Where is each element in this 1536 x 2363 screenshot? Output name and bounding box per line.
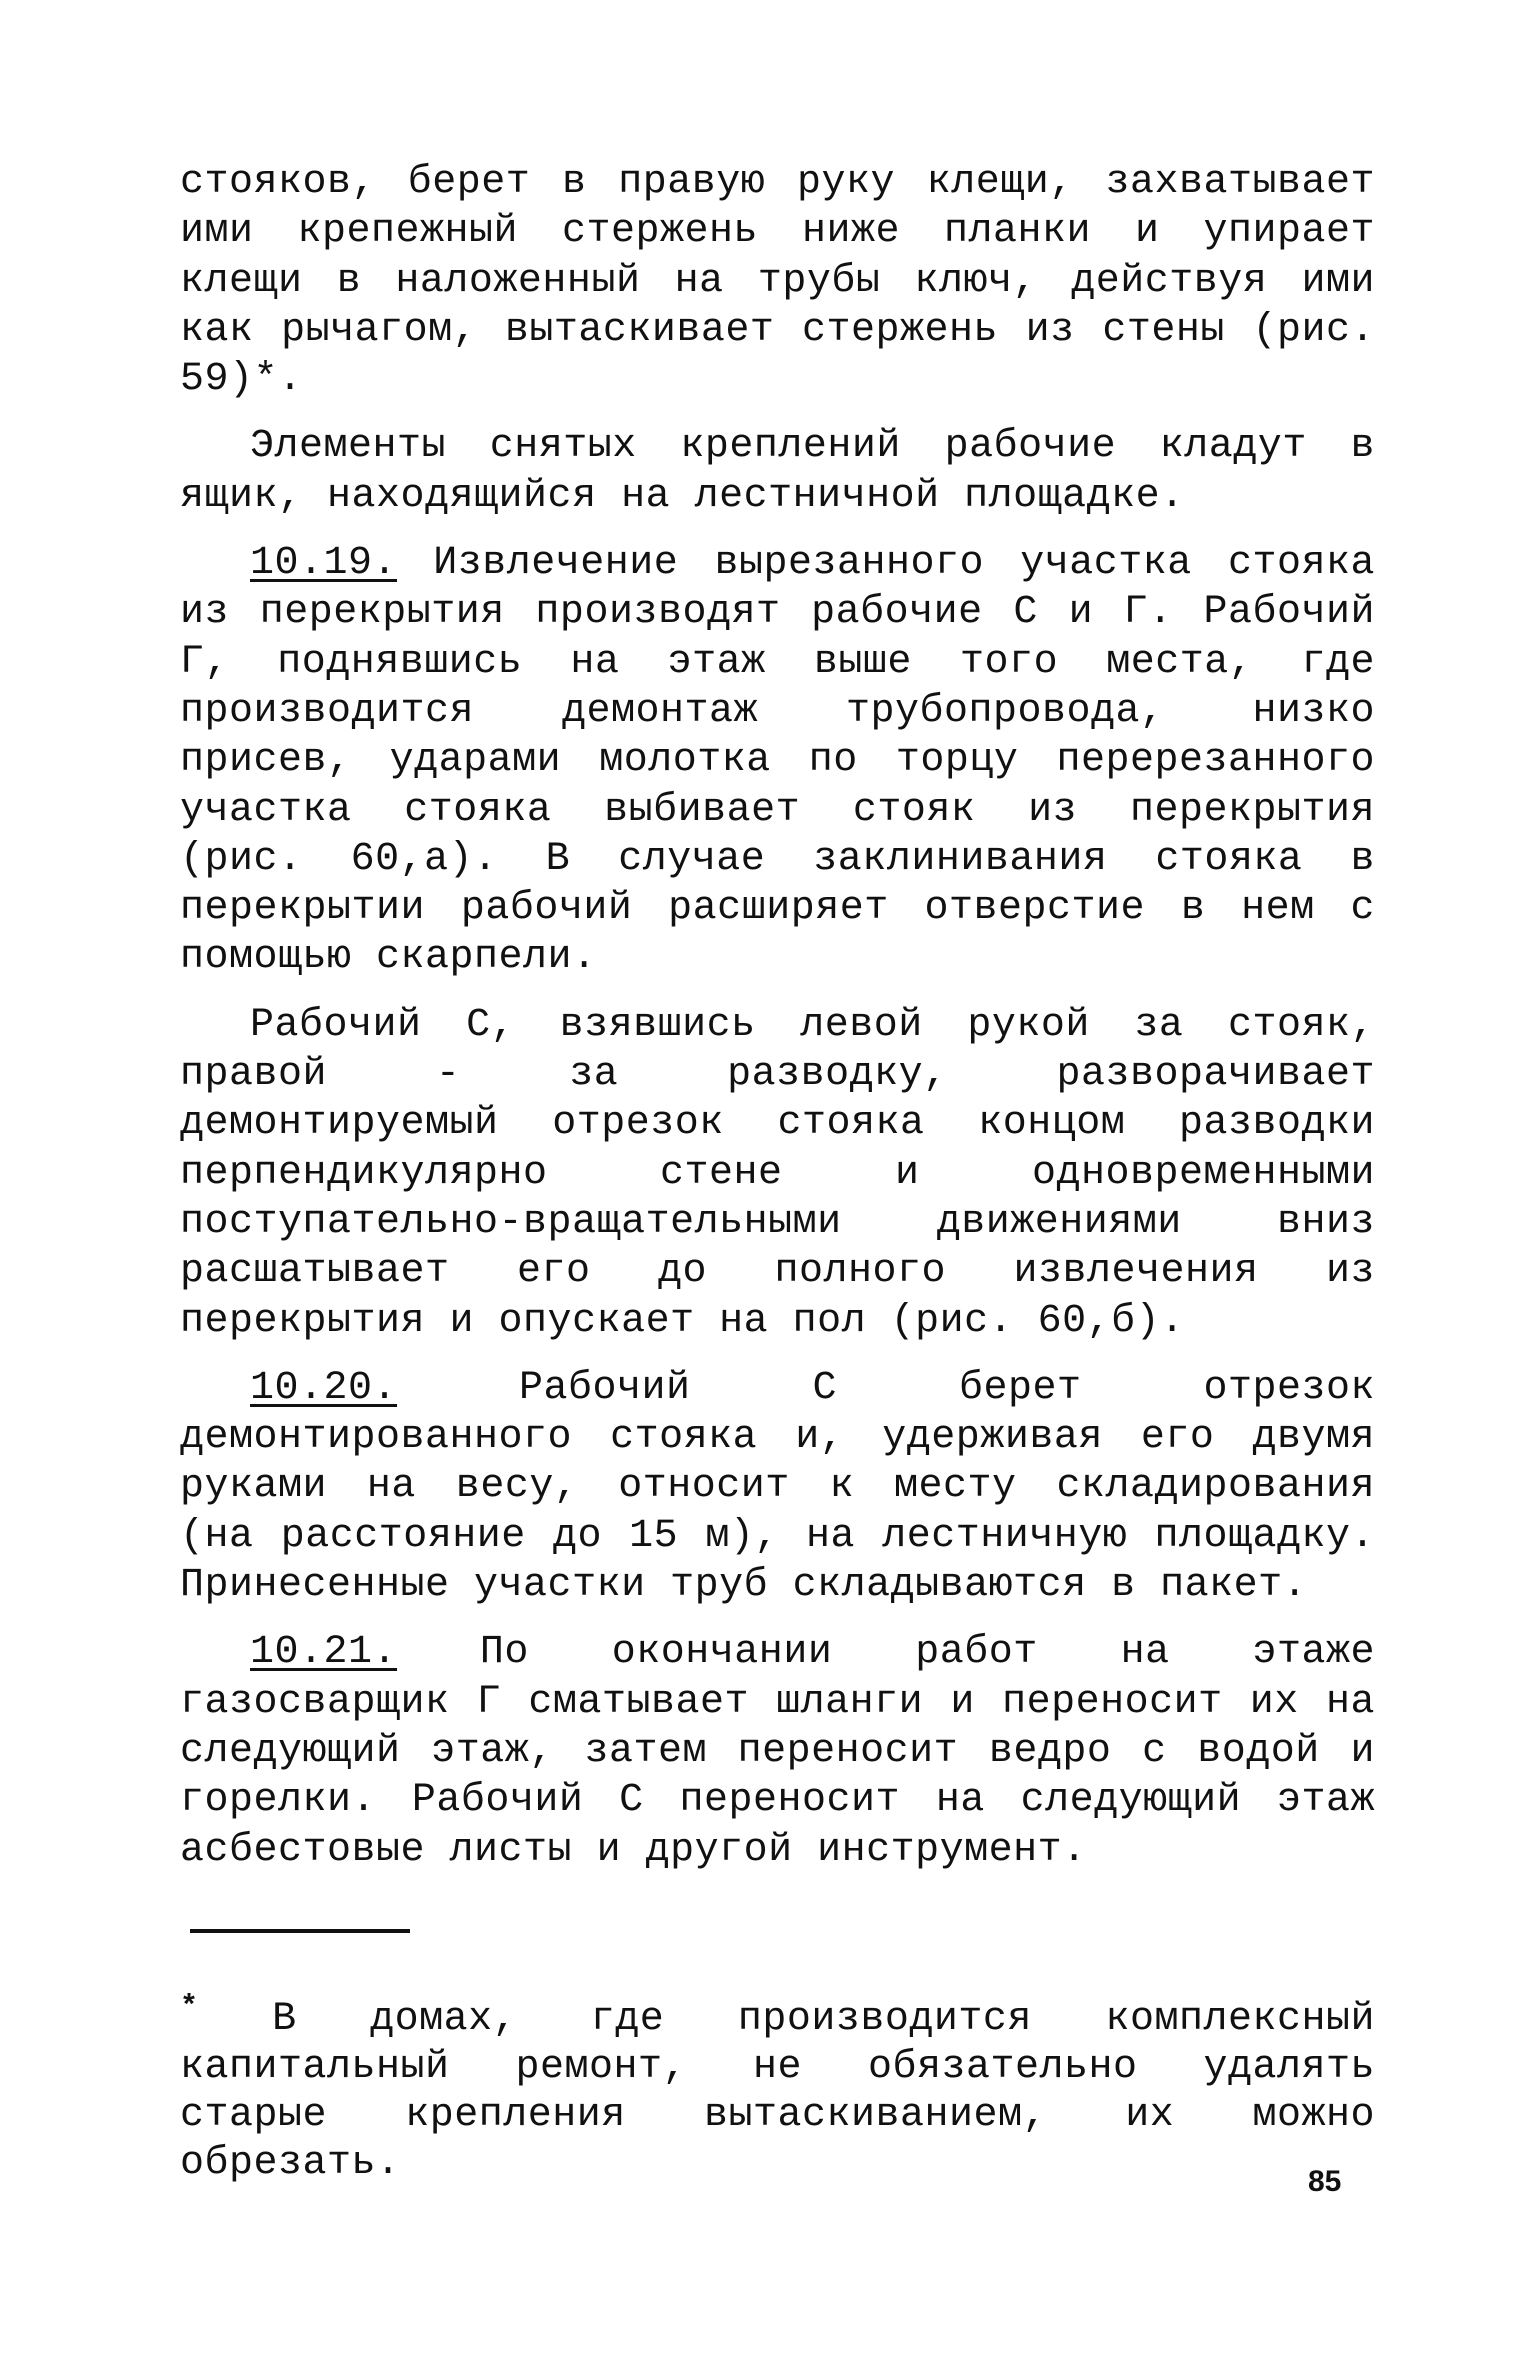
footnote-marker: * <box>180 1990 199 2025</box>
paragraph-2-text: Элементы снятых креплений рабочие кладут в ящик, находящийся на лестничной площадке. <box>180 424 1375 519</box>
paragraph-10-20-text: Рабочий С берет отрезок демонтированного стояка и, удерживая его двумя руками на весу, относит к месту складирования (на расстояние до 15 м), на лестничную площадку. Принесенные участки труб складываются в пакет. <box>180 1365 1375 1609</box>
paragraph-10-21-text: По окончании работ на этаже газосварщик Г сматывает шланги и переносит их на следующий этаж, затем переносит ведро с водой и горелки. Рабочий С переносит на следующий этаж асбестовые листы и другой инструмент. <box>180 1630 1375 1873</box>
paragraph-10-20 <box>180 1364 1375 1610</box>
paragraph-1-text: стояков, берет в правую руку клещи, захватывает ими крепежный стержень ниже планки и упирает клещи в наложенный на трубы ключ, действуя ими как рычагом, вытаскивает стержень из стены (рис. 59)*. <box>180 160 1375 403</box>
section-number-10-19: 10.19. <box>250 541 398 587</box>
footnote <box>180 1990 1375 2188</box>
page-number: 85 <box>1308 2165 1342 2198</box>
footnote-divider <box>190 1929 410 1933</box>
paragraph-10-21 <box>180 1628 1375 1874</box>
paragraph-10-19 <box>180 539 1375 983</box>
paragraph-1 <box>180 158 1375 404</box>
main-text <box>180 158 1375 1875</box>
paragraph-4 <box>180 1001 1375 1346</box>
paragraph-4-text: Рабочий С, взявшись левой рукой за стояк, правой - за разводку, разворачивает демонтируемый отрезок стояка концом разводки перпендикулярно стене и одновременными поступательно-вращательными движениями вниз расшатывает его до полного извлечения из перекрытия и опускает на пол (рис. 60,б). <box>180 1002 1375 1344</box>
footnote-text: В домах, где производится комплексный капитальный ремонт, не обязательно удалять старые крепления вытаскиванием, их можно обрезать. <box>180 1997 1375 2186</box>
section-number-10-20: 10.20. <box>250 1365 398 1411</box>
section-number-10-21: 10.21. <box>250 1630 398 1676</box>
paragraph-2 <box>180 422 1375 521</box>
paragraph-10-19-text: Извлечение вырезанного участка стояка из перекрытия производят рабочие С и Г. Рабочий Г, поднявшись на этаж выше того места, где производится демонтаж трубопровода, низко присев, ударами молотка по торцу перерезанного участка стояка выбивает стояк из перекрытия (рис. 60,а). В случае заклинивания стояка в перекрытии рабочий расширяет отверстие в нем с помощью скарпели. <box>180 541 1375 981</box>
